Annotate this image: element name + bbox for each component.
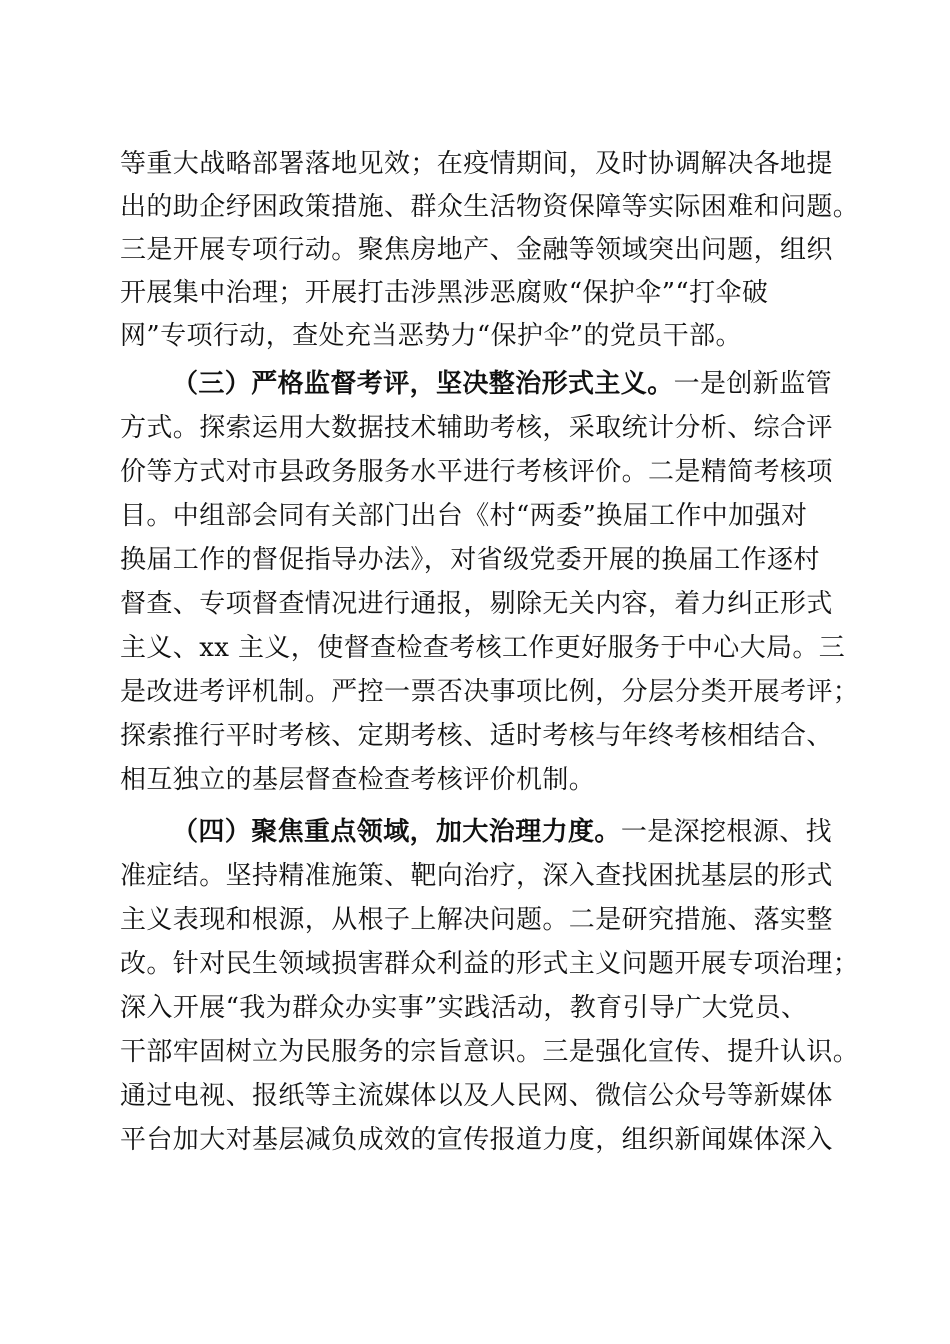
text-run: 一是深挖根源、找: [620, 817, 833, 847]
text-line: 通过电视、报纸等主流媒体以及人民网、微信公众号等新媒体: [120, 1081, 833, 1111]
text-line: 平台加大对基层减负成效的宣传报道力度，组织新闻媒体深入: [120, 1125, 833, 1155]
text-line: 探索推行平时考核、定期考核、适时考核与年终考核相结合、: [120, 721, 833, 751]
text-run: 一是创新监管: [673, 369, 833, 399]
text-line: 干部牢固树立为民服务的宗旨意识。三是强化宣传、提升认识。: [120, 1037, 860, 1067]
text-line: 是改进考评机制。严控一票否决事项比例，分层分类开展考评；: [120, 677, 860, 707]
text-line: 督查、专项督查情况进行通报，剔除无关内容，着力纠正形式: [120, 589, 833, 619]
section-heading: （三）严格监督考评，坚决整治形式主义。: [172, 369, 674, 399]
text-line: 准症结。坚持精准施策、靶向治疗，深入查找困扰基层的形式: [120, 861, 833, 891]
text-line: 换届工作的督促指导办法》，对省级党委开展的换届工作逐村: [120, 545, 820, 575]
section-heading-line: [172, 365, 832, 403]
text-line: 相互独立的基层督查检查考核评价机制。: [120, 765, 596, 795]
text-line: 网”专项行动，查处充当恶势力“保护伞”的党员干部。: [120, 321, 742, 351]
text-line: 三是开展专项行动。聚焦房地产、金融等领域突出问题，组织: [120, 235, 833, 265]
text-line: 价等方式对市县政务服务水平进行考核评价。二是精简考核项: [120, 457, 833, 487]
section-heading-line: [172, 813, 832, 851]
section-heading: （四）聚焦重点领域，加大治理力度。: [172, 817, 621, 847]
text-line: 方式。探索运用大数据技术辅助考核，采取统计分析、综合评: [120, 413, 833, 443]
text-line: 目。中组部会同有关部门出台《村“两委”换届工作中加强对: [120, 501, 808, 531]
text-line: 主义、xx 主义，使督查检查考核工作更好服务于中心大局。三: [120, 633, 846, 663]
text-line: 改。针对民生领域损害群众利益的形式主义问题开展专项治理；: [120, 949, 860, 979]
text-line: 等重大战略部署落地见效；在疫情期间，及时协调解决各地提: [120, 149, 833, 179]
text-line: 深入开展“我为群众办实事”实践活动，教育引导广大党员、: [120, 993, 808, 1023]
text-line: 出的助企纾困政策措施、群众生活物资保障等实际困难和问题。: [120, 192, 860, 222]
text-line: 开展集中治理；开展打击涉黑涉恶腐败“保护伞”“打伞破: [120, 278, 769, 308]
text-line: 主义表现和根源，从根子上解决问题。二是研究措施、落实整: [120, 905, 833, 935]
